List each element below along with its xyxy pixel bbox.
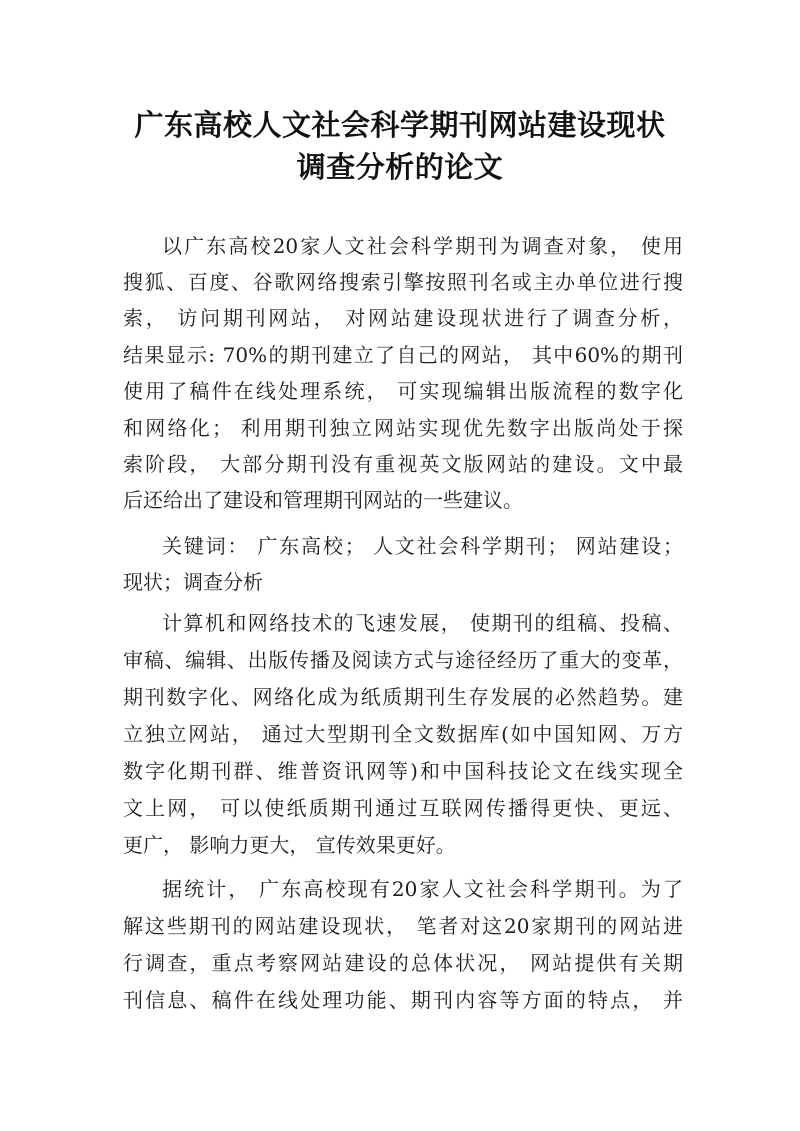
keywords-line: 现状；调查分析: [123, 570, 263, 594]
abstract-line: 后还给出了建设和管理期刊网站的一些建议。: [123, 488, 523, 512]
body-paragraph-line: 据统计， 广东高校现有20家人文社会科学期刊。为了: [162, 877, 683, 901]
document-title-line-1: 广东高校人文社会科学期刊网站建设现状: [134, 108, 666, 142]
body-paragraph-line: 更广， 影响力更大， 宣传效果更好。: [123, 833, 456, 857]
body-paragraph-line: 立独立网站， 通过大型期刊全文数据库(如中国知网、万方: [123, 722, 683, 746]
abstract-line: 和网络化； 利用期刊独立网站实现优先数字出版尚处于探: [123, 416, 683, 440]
body-paragraph-line: 文上网， 可以使纸质期刊通过互联网传播得更快、更远、: [123, 796, 683, 820]
body-paragraph-line: 期刊数字化、网络化成为纸质期刊生存发展的必然趋势。建: [123, 685, 683, 709]
body-paragraph-line: 解这些期刊的网站建设现状， 笔者对这20家期刊的网站进: [123, 914, 683, 938]
abstract-line: 以广东高校20家人文社会科学期刊为调查对象， 使用: [162, 234, 683, 258]
abstract-line: 搜狐、百度、谷歌网络搜索引擎按照刊名或主办单位进行搜: [123, 270, 683, 294]
body-paragraph-line: 计算机和网络技术的飞速发展， 使期刊的组稿、投稿、: [162, 611, 683, 635]
abstract-line: 索， 访问期刊网站， 对网站建设现状进行了调查分析，: [123, 306, 683, 330]
body-paragraph-line: 行调查，重点考察网站建设的总体状况， 网站提供有关期: [123, 951, 683, 975]
body-paragraph-line: 刊信息、稿件在线处理功能、期刊内容等方面的特点， 并: [123, 988, 683, 1012]
body-paragraph-line: 数字化期刊群、维普资讯网等)和中国科技论文在线实现全: [123, 759, 683, 783]
keywords-line: 关键词： 广东高校； 人文社会科学期刊； 网站建设；: [162, 534, 683, 558]
abstract-line: 结果显示: 70%的期刊建立了自己的网站， 其中60%的期刊: [123, 343, 683, 367]
abstract-line: 使用了稿件在线处理系统， 可实现编辑出版流程的数字化: [123, 379, 683, 403]
body-paragraph-line: 审稿、编辑、出版传播及阅读方式与途径经历了重大的变革，: [123, 648, 683, 672]
document-title-line-2: 调查分析的论文: [296, 150, 504, 184]
abstract-line: 索阶段， 大部分期刊没有重视英文版网站的建设。文中最: [123, 452, 683, 476]
